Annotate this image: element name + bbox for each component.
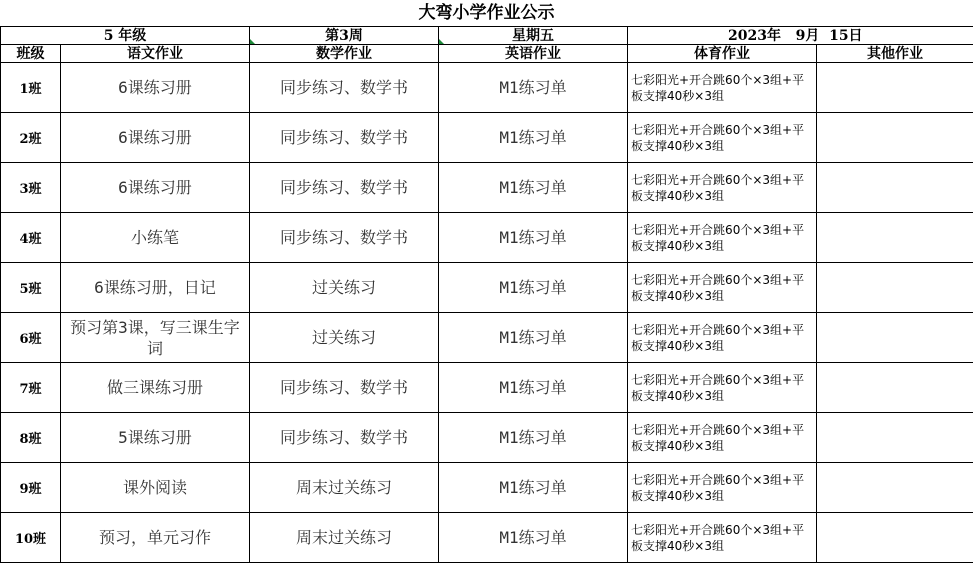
pe-homework-cell: 七彩阳光+开合跳60个×3组+平板支撑40秒×3组 [628, 313, 817, 363]
chinese-homework-cell: 小练笔 [61, 213, 250, 263]
grade-cell: 5 年级 [1, 27, 250, 45]
pe-homework-cell: 七彩阳光+开合跳60个×3组+平板支撑40秒×3组 [628, 213, 817, 263]
chinese-homework-cell: 6课练习册 [61, 113, 250, 163]
header-english: 英语作业 [439, 45, 628, 63]
class-cell: 9班 [1, 463, 61, 513]
chinese-homework-cell: 6课练习册 [61, 63, 250, 113]
chinese-homework-cell: 课外阅读 [61, 463, 250, 513]
chinese-homework-cell: 6课练习册，日记 [61, 263, 250, 313]
other-homework-cell [817, 363, 973, 413]
table-row [1, 213, 973, 263]
class-cell: 5班 [1, 263, 61, 313]
pe-homework-cell: 七彩阳光+开合跳60个×3组+平板支撑40秒×3组 [628, 63, 817, 113]
math-homework-cell: 同步练习、数学书 [250, 413, 439, 463]
header-class: 班级 [1, 45, 61, 63]
pe-homework-cell: 七彩阳光+开合跳60个×3组+平板支撑40秒×3组 [628, 163, 817, 213]
math-homework-cell: 周末过关练习 [250, 463, 439, 513]
info-row [1, 27, 973, 45]
other-homework-cell [817, 313, 973, 363]
english-homework-cell: M1练习单 [439, 113, 628, 163]
table-row [1, 363, 973, 413]
header-math: 数学作业 [250, 45, 439, 63]
header-other: 其他作业 [817, 45, 973, 63]
week-label: 第3周 [325, 28, 363, 44]
table-row [1, 163, 973, 213]
math-homework-cell: 过关练习 [250, 313, 439, 363]
chinese-homework-cell: 6课练习册 [61, 163, 250, 213]
pe-homework-cell: 七彩阳光+开合跳60个×3组+平板支撑40秒×3组 [628, 113, 817, 163]
class-cell: 2班 [1, 113, 61, 163]
table-row [1, 263, 973, 313]
chinese-homework-cell: 做三课练习册 [61, 363, 250, 413]
class-cell: 10班 [1, 513, 61, 563]
cell-marker-icon [439, 39, 444, 44]
math-homework-cell: 同步练习、数学书 [250, 163, 439, 213]
pe-homework-cell: 七彩阳光+开合跳60个×3组+平板支撑40秒×3组 [628, 463, 817, 513]
class-cell: 8班 [1, 413, 61, 463]
english-homework-cell: M1练习单 [439, 313, 628, 363]
table-row [1, 313, 973, 363]
english-homework-cell: M1练习单 [439, 263, 628, 313]
other-homework-cell [817, 513, 973, 563]
math-homework-cell: 过关练习 [250, 263, 439, 313]
table-row [1, 63, 973, 113]
english-homework-cell: M1练习单 [439, 413, 628, 463]
english-homework-cell: M1练习单 [439, 213, 628, 263]
table-row [1, 413, 973, 463]
other-homework-cell [817, 263, 973, 313]
weekday-cell [439, 27, 628, 45]
chinese-homework-cell: 预习，单元习作 [61, 513, 250, 563]
table-row [1, 113, 973, 163]
english-homework-cell: M1练习单 [439, 513, 628, 563]
chinese-homework-cell: 预习第3课，写三课生字词 [61, 313, 250, 363]
pe-homework-cell: 七彩阳光+开合跳60个×3组+平板支撑40秒×3组 [628, 363, 817, 413]
english-homework-cell: M1练习单 [439, 63, 628, 113]
header-chinese: 语文作业 [61, 45, 250, 63]
math-homework-cell: 周末过关练习 [250, 513, 439, 563]
other-homework-cell [817, 163, 973, 213]
week-cell [250, 27, 439, 45]
class-cell: 3班 [1, 163, 61, 213]
other-homework-cell [817, 213, 973, 263]
weekday-label: 星期五 [512, 28, 554, 44]
pe-homework-cell: 七彩阳光+开合跳60个×3组+平板支撑40秒×3组 [628, 513, 817, 563]
table-row [1, 463, 973, 513]
pe-homework-cell: 七彩阳光+开合跳60个×3组+平板支撑40秒×3组 [628, 413, 817, 463]
english-homework-cell: M1练习单 [439, 363, 628, 413]
class-cell: 7班 [1, 363, 61, 413]
class-cell: 4班 [1, 213, 61, 263]
math-homework-cell: 同步练习、数学书 [250, 363, 439, 413]
class-cell: 6班 [1, 313, 61, 363]
english-homework-cell: M1练习单 [439, 163, 628, 213]
table-row [1, 513, 973, 563]
page-title: 大弯小学作业公示 [0, 0, 973, 26]
date-cell: 2023年 9月 15日 [628, 27, 973, 45]
other-homework-cell [817, 413, 973, 463]
class-cell: 1班 [1, 63, 61, 113]
other-homework-cell [817, 63, 973, 113]
header-pe: 体育作业 [628, 45, 817, 63]
english-homework-cell: M1练习单 [439, 463, 628, 513]
math-homework-cell: 同步练习、数学书 [250, 113, 439, 163]
homework-table [0, 26, 973, 563]
pe-homework-cell: 七彩阳光+开合跳60个×3组+平板支撑40秒×3组 [628, 263, 817, 313]
header-row [1, 45, 973, 63]
math-homework-cell: 同步练习、数学书 [250, 63, 439, 113]
cell-marker-icon [250, 39, 255, 44]
other-homework-cell [817, 113, 973, 163]
other-homework-cell [817, 463, 973, 513]
math-homework-cell: 同步练习、数学书 [250, 213, 439, 263]
chinese-homework-cell: 5课练习册 [61, 413, 250, 463]
